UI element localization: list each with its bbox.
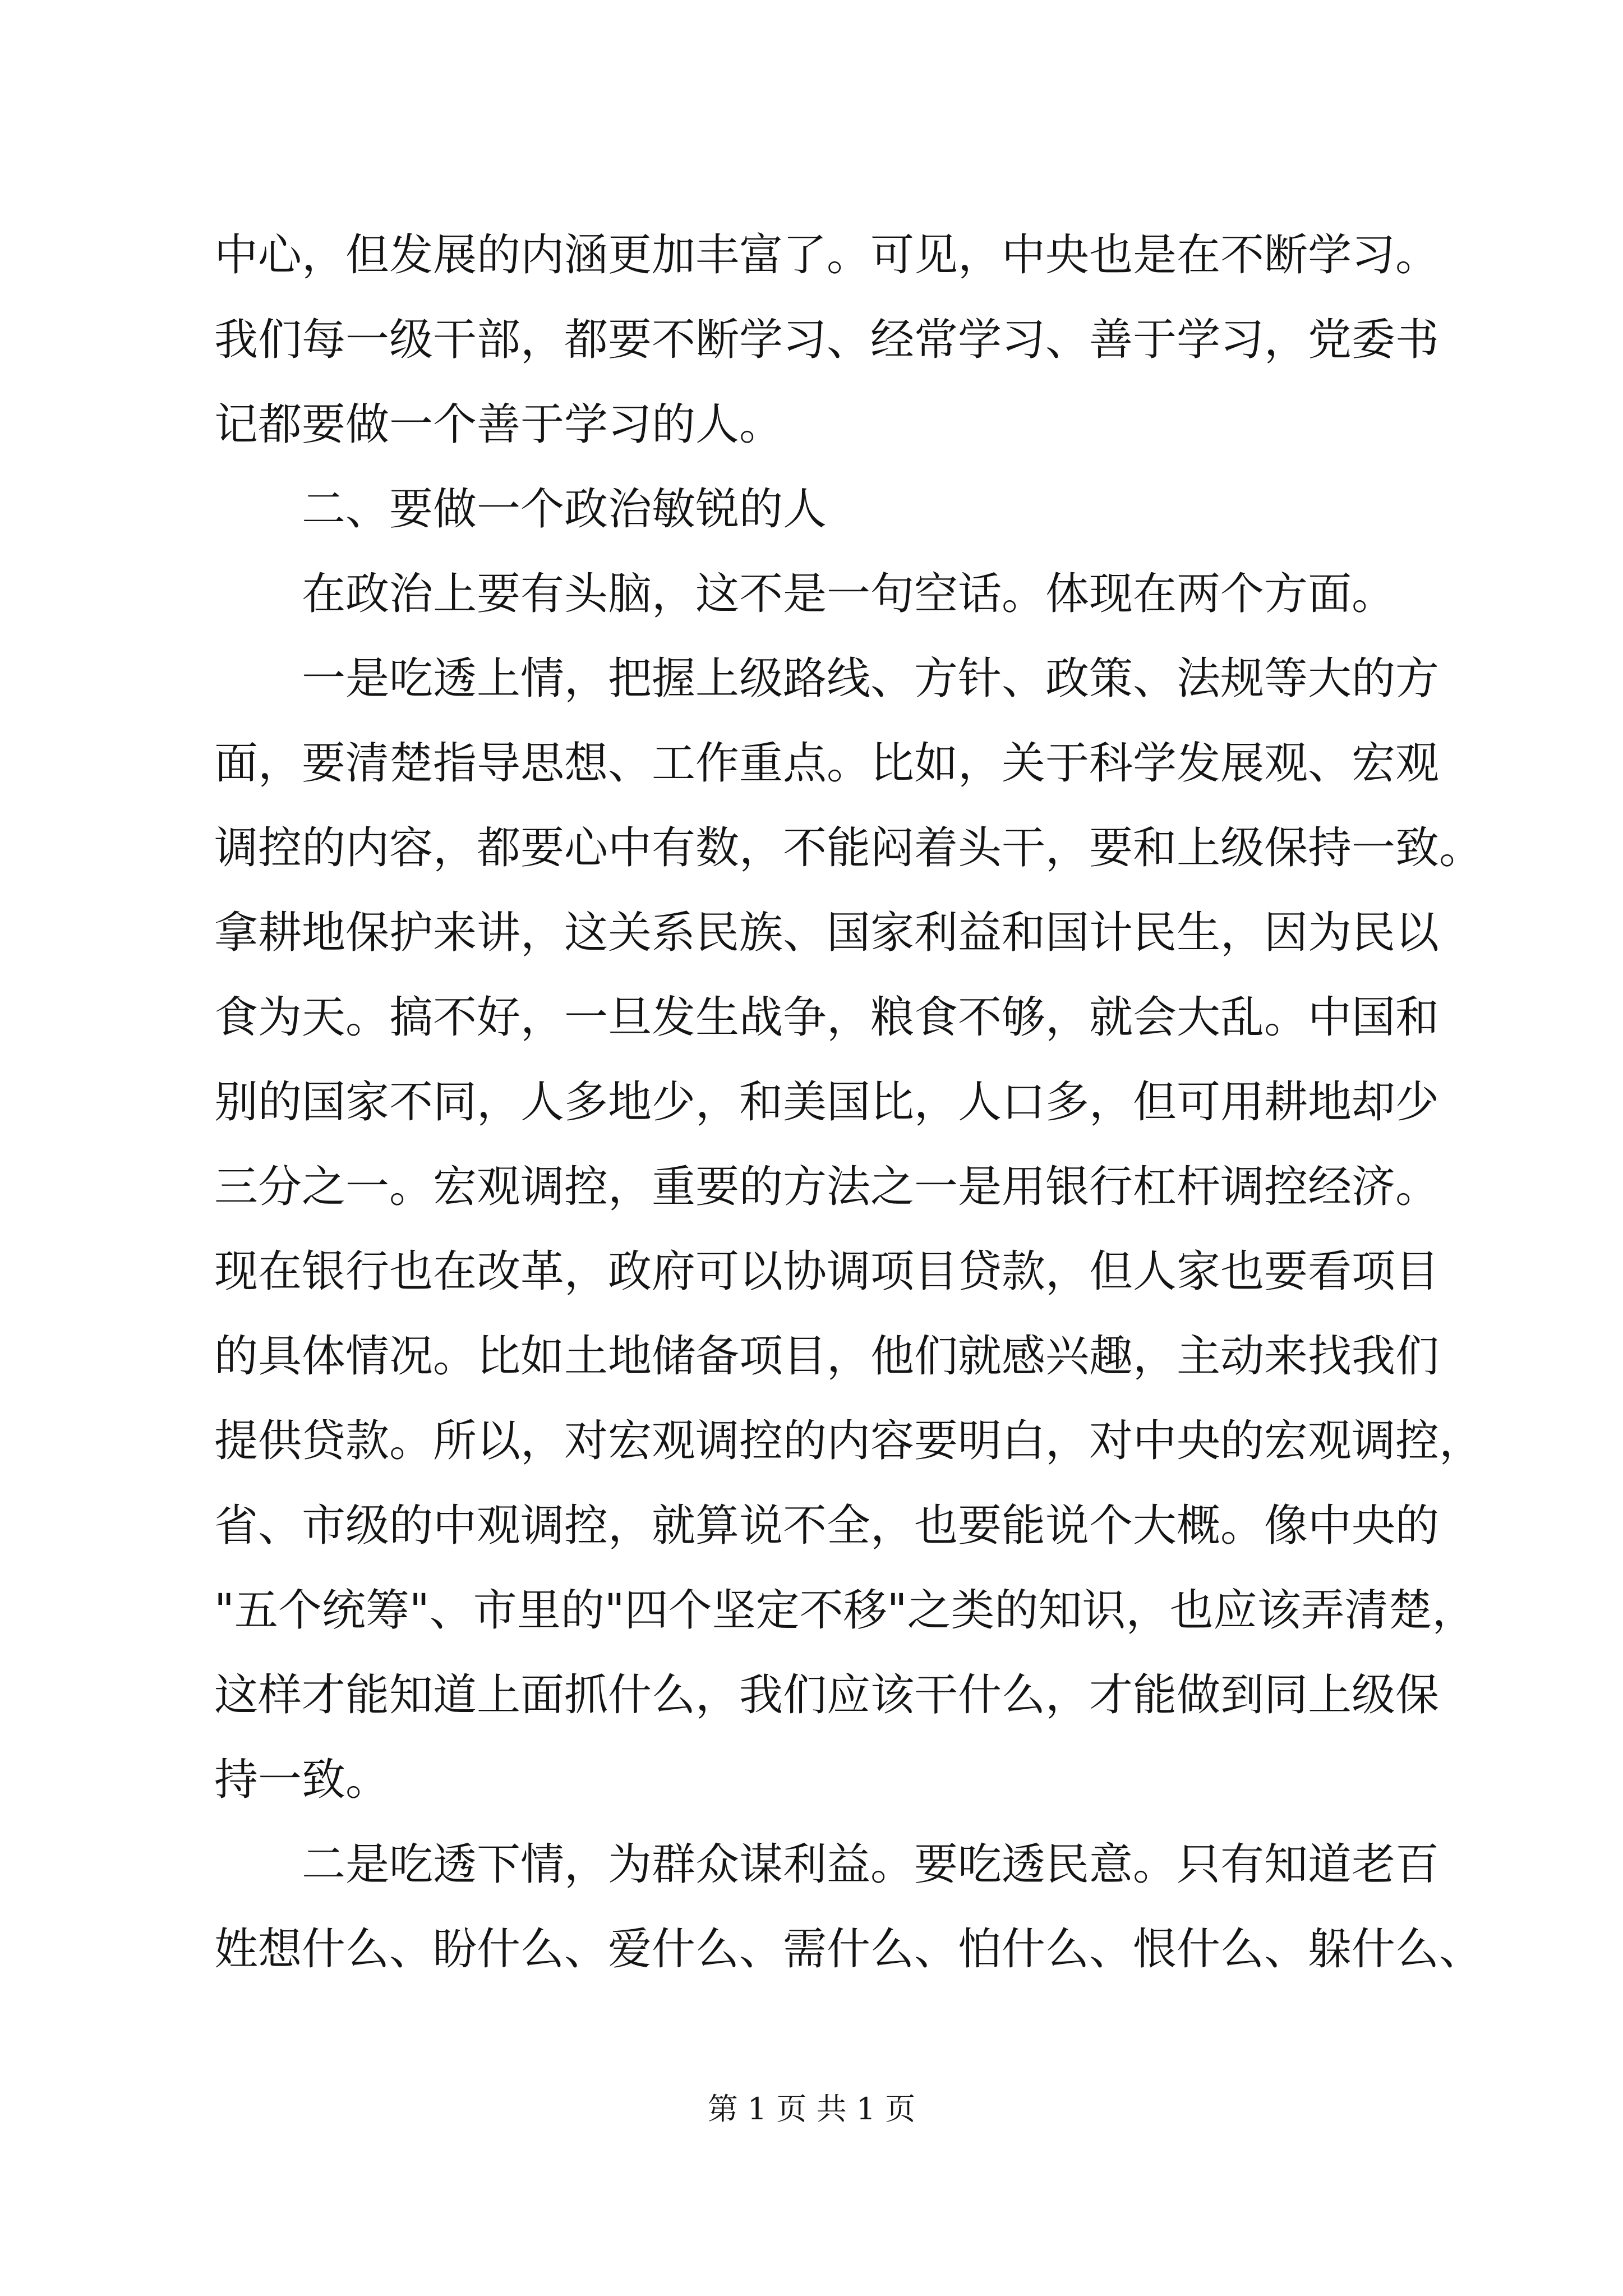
text-line: 的具体情况。比如土地储备项目，他们就感兴趣，主动来找我们 <box>214 1331 1440 1382</box>
text-line: 面，要清楚指导思想、工作重点。比如，关于科学发展观、宏观 <box>214 738 1440 789</box>
paragraph-first-line: 一是吃透上情，把握上级路线、方针、政策、法规等大的方 <box>302 654 1440 704</box>
text-line: 提供贷款。所以，对宏观调控的内容要明白，对中央的宏观调控， <box>214 1416 1483 1466</box>
page-footer: 第 1 页 共 1 页 <box>707 2091 916 2127</box>
text-line: 拿耕地保护来讲，这关系民族、国家利益和国计民生，因为民以 <box>214 908 1440 958</box>
paragraph-first-line: 在政治上要有头脑，这不是一句空话。体现在两个方面。 <box>302 569 1396 619</box>
text-line: 别的国家不同，人多地少，和美国比，人口多，但可用耕地却少 <box>214 1077 1440 1128</box>
text-line: 这样才能知道上面抓什么，我们应该干什么，才能做到同上级保 <box>214 1670 1440 1720</box>
text-line: 食为天。搞不好，一旦发生战争，粮食不够，就会大乱。中国和 <box>214 992 1440 1043</box>
text-line: 我们每一级干部，都要不断学习、经常学习、善于学习，党委书 <box>214 315 1440 365</box>
text-line: 姓想什么、盼什么、爱什么、需什么、怕什么、恨什么、躲什么、 <box>214 1924 1483 1975</box>
text-line: 记都要做一个善于学习的人。 <box>214 399 783 450</box>
text-line: 现在银行也在改革，政府可以协调项目贷款，但人家也要看项目 <box>214 1246 1440 1297</box>
text-line: 省、市级的中观调控，就算说不全，也要能说个大概。像中央的 <box>214 1501 1440 1551</box>
section-heading: 二、要做一个政治敏锐的人 <box>302 484 827 535</box>
text-line: 三分之一。宏观调控，重要的方法之一是用银行杠杆调控经济。 <box>214 1162 1440 1212</box>
text-line: 中心，但发展的内涵更加丰富了。可见，中央也是在不断学习。 <box>214 230 1440 280</box>
text-line: 持一致。 <box>214 1755 390 1805</box>
paragraph-first-line: 二是吃透下情，为群众谋利益。要吃透民意。只有知道老百 <box>302 1839 1440 1890</box>
text-line: "五个统筹"、市里的"四个坚定不移"之类的知识，也应该弄清楚， <box>214 1585 1476 1636</box>
text-line: 调控的内容，都要心中有数，不能闷着头干，要和上级保持一致。 <box>214 823 1483 873</box>
document-body <box>214 213 1483 1992</box>
